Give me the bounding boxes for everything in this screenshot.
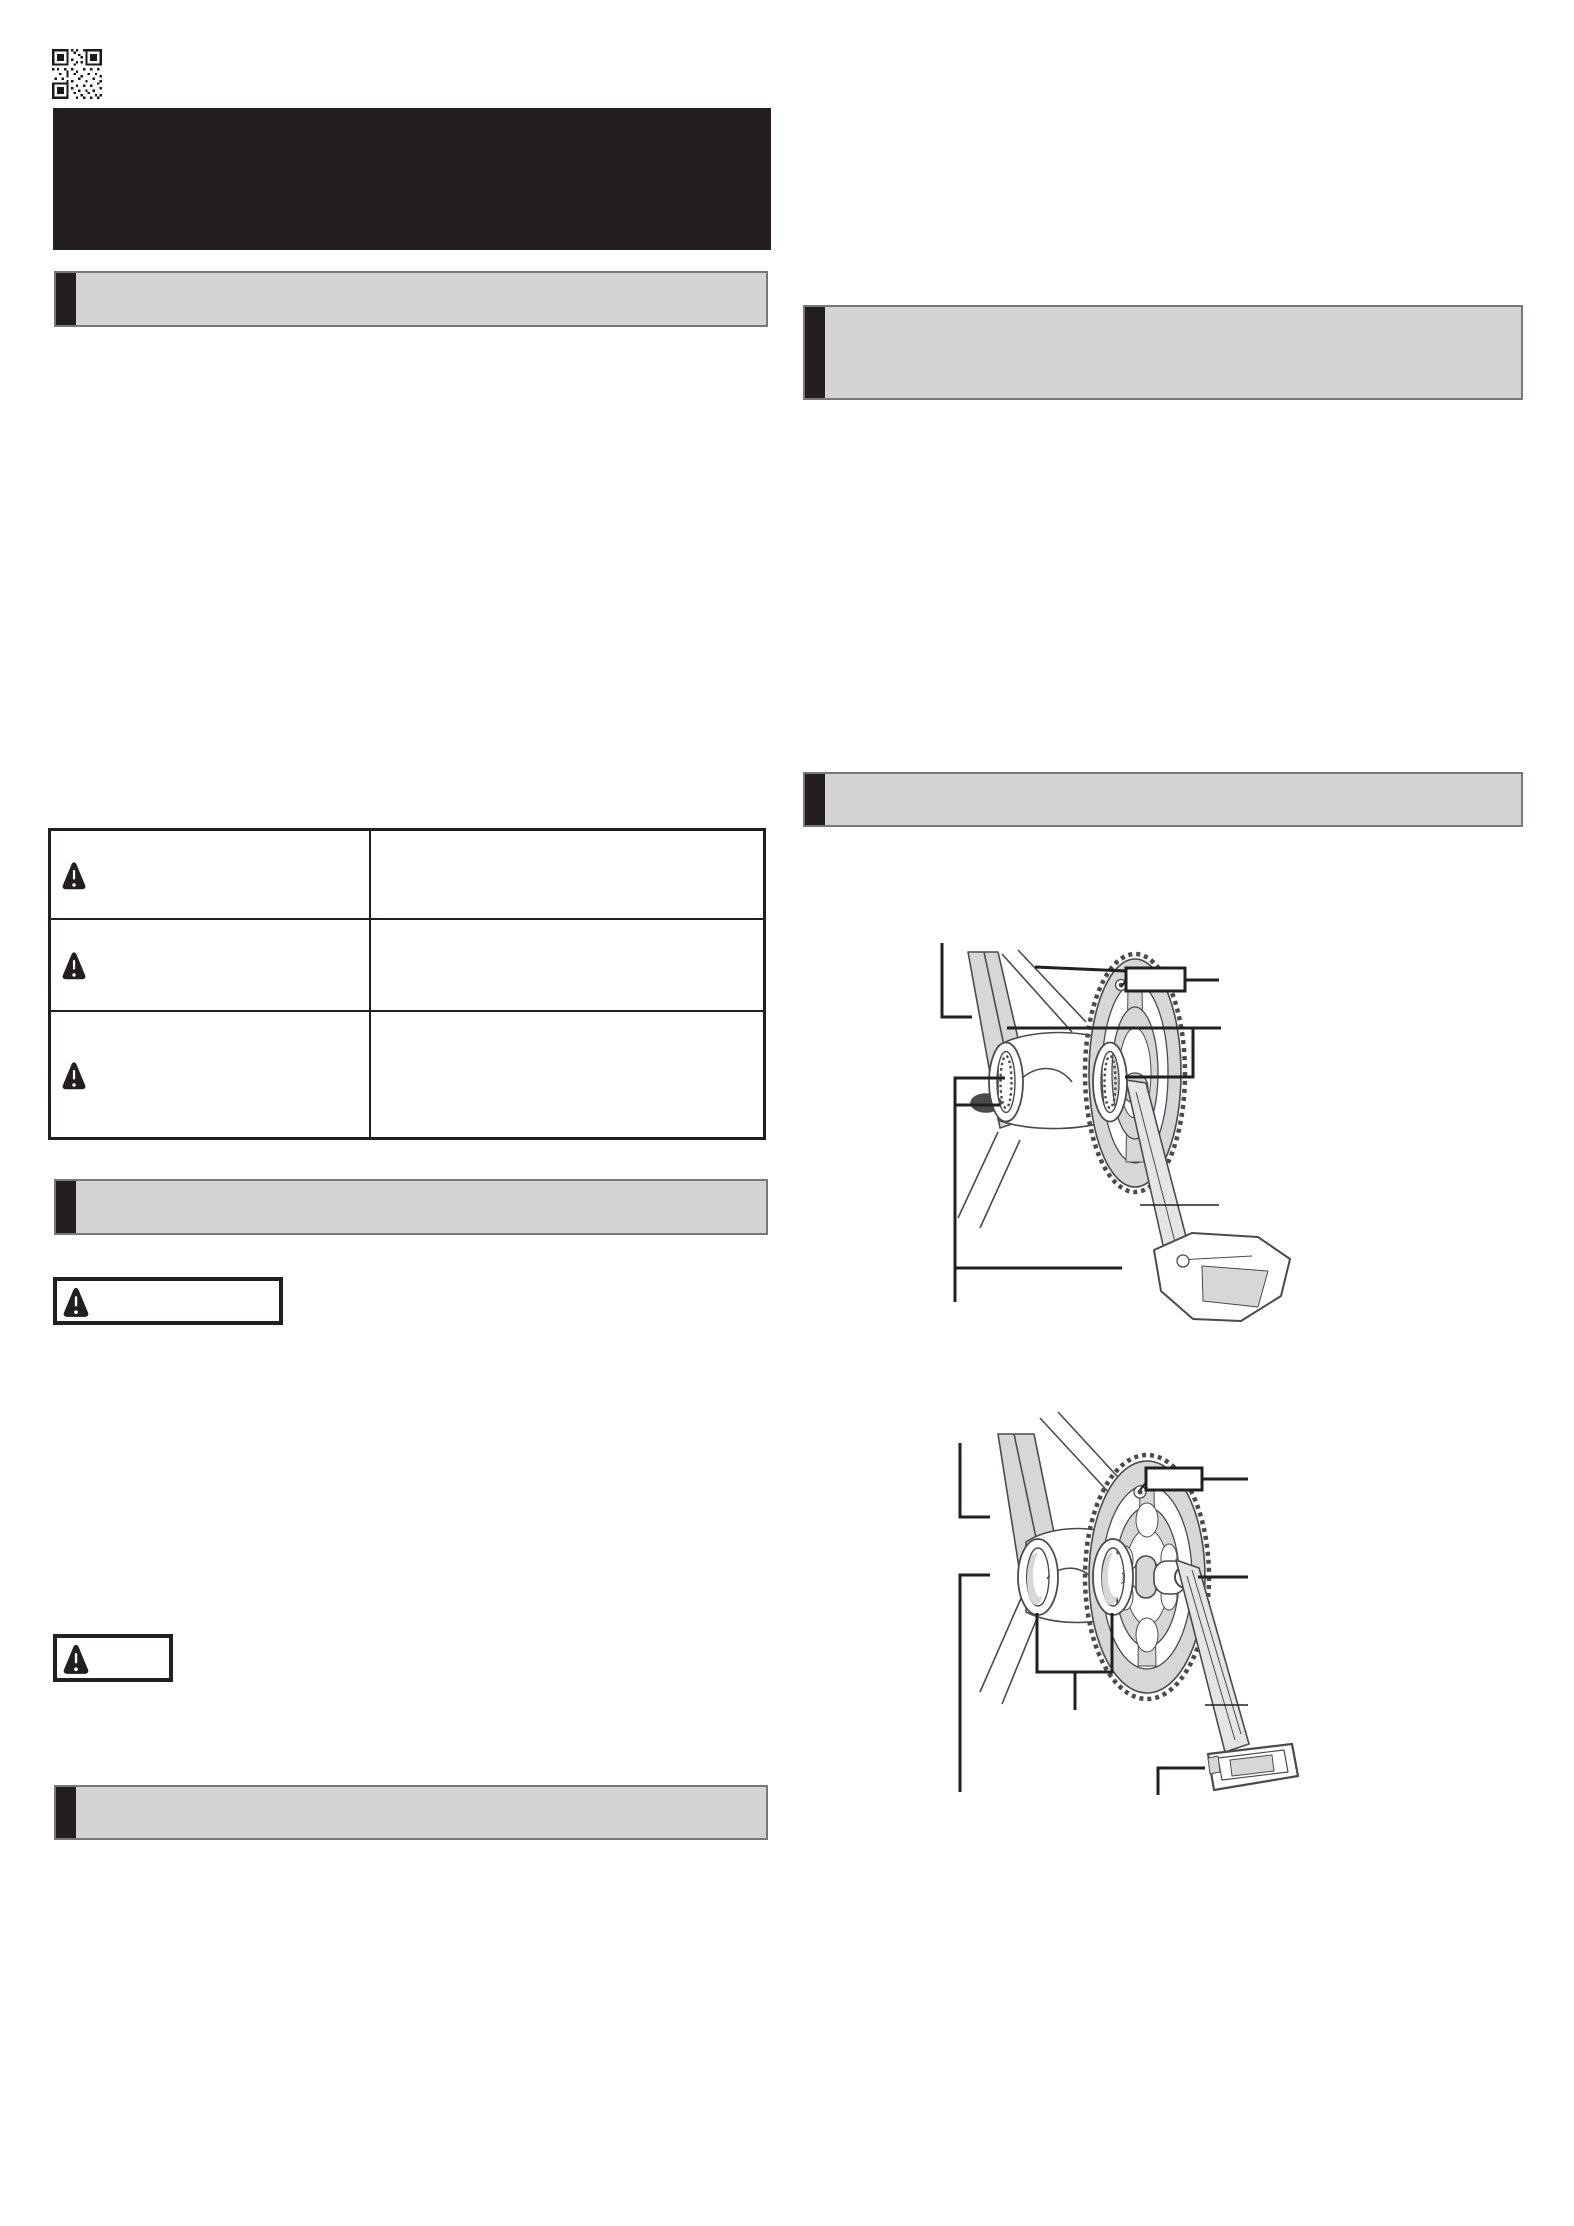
- table-cell-description-1: [371, 831, 763, 920]
- warning-triangle-icon: [62, 1284, 90, 1319]
- crank-arm-and-pedal-art: [1176, 1560, 1298, 1790]
- section-bar-tab: [56, 1787, 76, 1838]
- warning-triangle-icon: [61, 949, 87, 981]
- warning-triangle-icon: [61, 1059, 87, 1091]
- table-cell-signal-word-2: [51, 920, 371, 1012]
- crank-arm-and-pedal-art: [1126, 1080, 1290, 1321]
- figure-crankset-flat-pedal: [940, 1400, 1360, 1810]
- section-bar-3: [54, 1785, 768, 1840]
- section-bar-tab: [56, 1181, 76, 1233]
- section-bar-right-1: [803, 305, 1523, 400]
- title-block: [53, 108, 771, 250]
- warning-triangle-icon: [62, 1641, 90, 1676]
- warning-label-box-1: [53, 1277, 283, 1325]
- section-bar-1: [54, 271, 768, 327]
- callout-box: [1126, 968, 1185, 991]
- section-bar-tab: [805, 774, 825, 825]
- section-bar-tab: [805, 307, 825, 398]
- figure-crankset-clipless-pedal: [940, 930, 1360, 1330]
- table-cell-signal-word-1: [51, 831, 371, 920]
- section-bar-tab: [56, 273, 76, 325]
- callout-box: [1146, 1468, 1202, 1490]
- table-cell-description-3: [371, 1012, 763, 1137]
- section-bar-2: [54, 1179, 768, 1235]
- table-cell-description-2: [371, 920, 763, 1012]
- section-bar-right-2: [803, 772, 1523, 827]
- warning-level-table: [48, 828, 766, 1140]
- warning-triangle-icon: [61, 859, 87, 891]
- table-cell-signal-word-3: [51, 1012, 371, 1137]
- warning-label-box-2: [53, 1634, 173, 1682]
- qr-code-icon: [52, 49, 102, 99]
